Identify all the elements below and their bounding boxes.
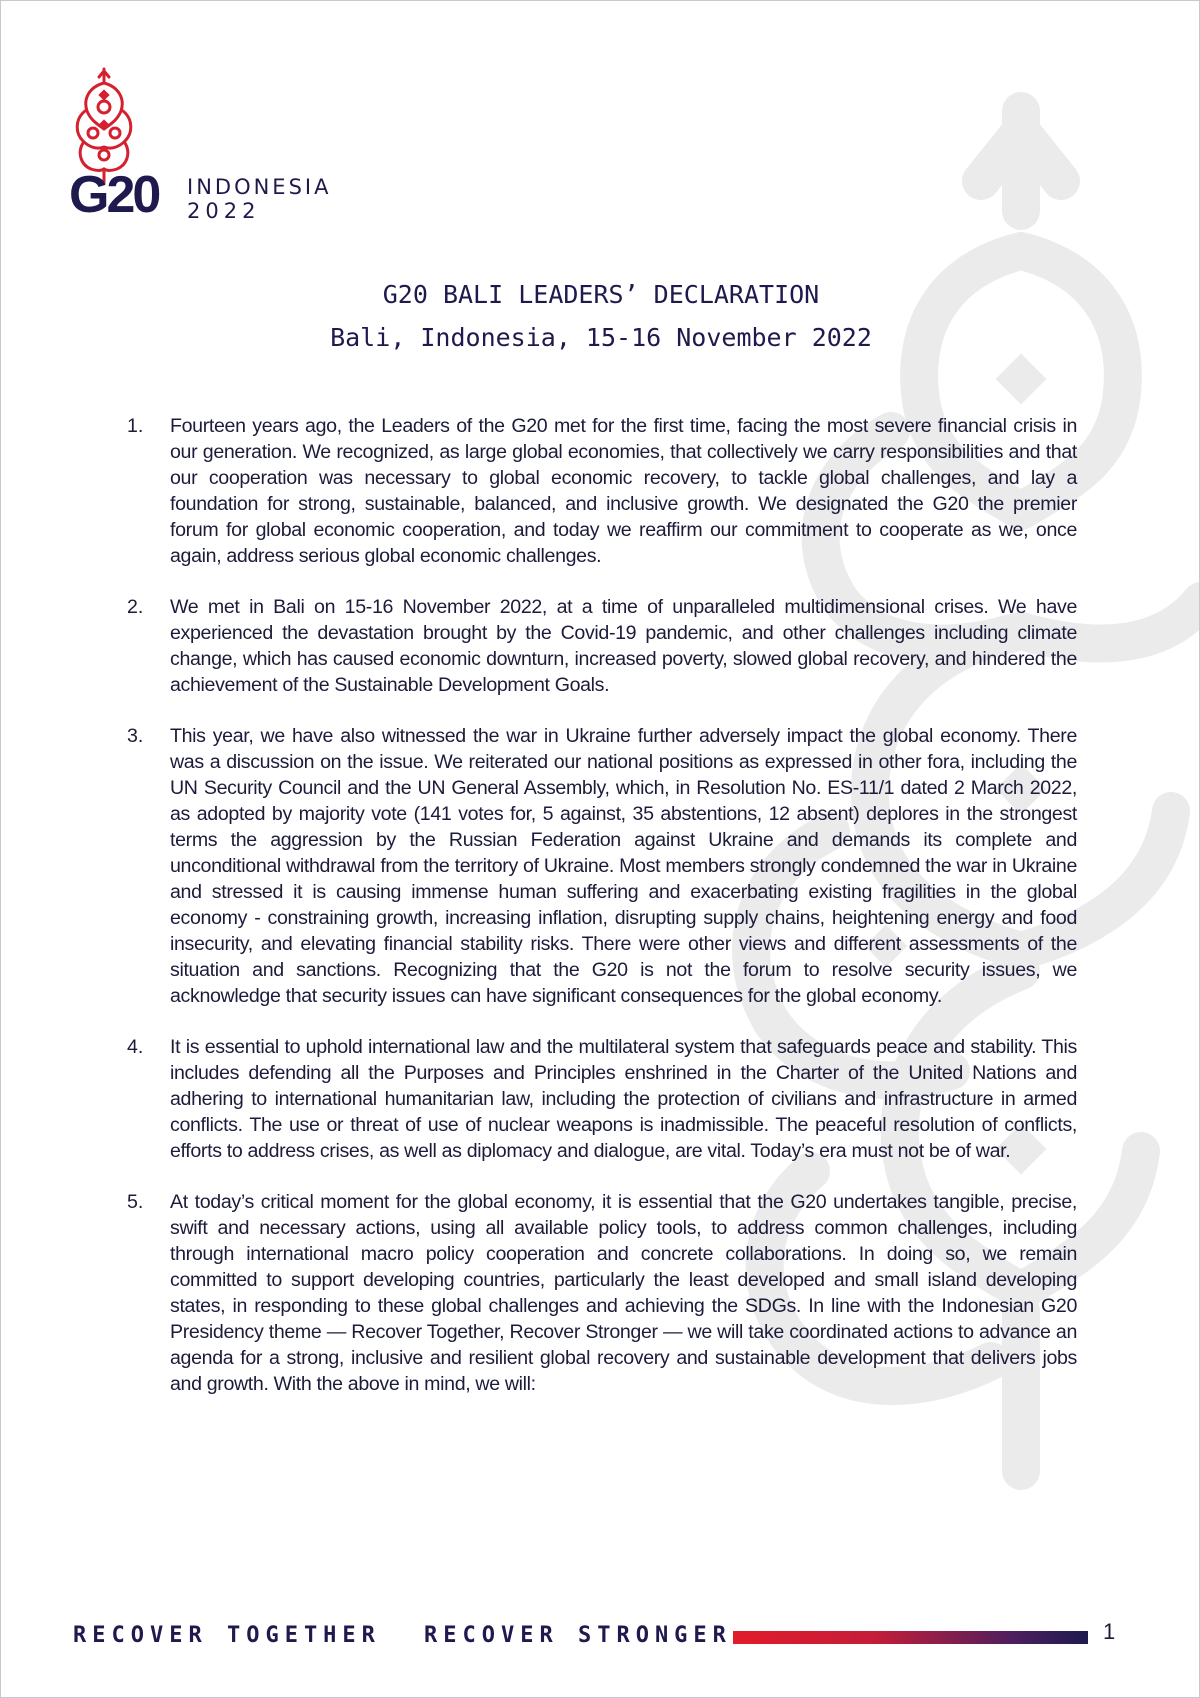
paragraph-item	[127, 1034, 1077, 1164]
logo-g20-mark: G20	[69, 166, 159, 224]
logo-year: 2022	[187, 199, 261, 223]
paragraph-item	[127, 413, 1077, 569]
paragraph-text: We met in Bali on 15-16 November 2022, at a time of unparalleled multidimensional crises. We have experienced the devastation brought by the Covid-19 pandemic, and other challenges including climate change, which has caused economic downturn, increased poverty, slowed global recovery, and hindered the achievement of the Sustainable Development Goals.	[170, 596, 1077, 696]
title-heading: G20 BALI LEADERS’ DECLARATION	[382, 280, 820, 309]
paragraph-item	[127, 594, 1077, 698]
paragraph-number: 4.	[127, 1036, 144, 1058]
logo-country: INDONESIA	[187, 175, 332, 199]
footer-gradient-bar	[733, 1631, 1088, 1644]
page-number: 1	[1103, 1619, 1116, 1644]
paragraph-number: 5.	[127, 1191, 144, 1213]
footer-slogan-together: RECOVER TOGETHER	[73, 1623, 381, 1648]
paragraph-number: 1.	[127, 415, 144, 437]
paragraph-text: At today’s critical moment for the global economy, it is essential that the G20 undertakes tangible, precise, swift and necessary actions, using all available policy tools, to address common challenges, including through international macro policy cooperation and concrete collaborations. In doing so, we remain committed to support developing countries, particularly the least developed and small island developing states, in responding to these global challenges and achieving the SDGs. In line with the Indonesian G20 Presidency theme — Recover Together, Recover Stronger — we will take coordinated actions to advance an agenda for a strong, inclusive and resilient global recovery and sustainable development that delivers jobs and growth. With the above in mind, we will:	[170, 1191, 1077, 1395]
title-subheading: Bali, Indonesia, 15-16 November 2022	[330, 323, 872, 352]
paragraph-text: This year, we have also witnessed the war in Ukraine further adversely impact the global economy. There was a discussion on the issue. We reiterated our national positions as expressed in other fora, including the UN Security Council and the UN General Assembly, which, in Resolution No. ES-11/1 dated 2 March 2022, as adopted by majority vote (141 votes for, 5 against, 35 abstentions, 12 absent) deplores in the strongest terms the aggression by the Russian Federation against Ukraine and demands its complete and unconditional withdrawal from the territory of Ukraine. Most members strongly condemned the war in Ukraine and stressed it is causing immense human suffering and exacerbating existing fragilities in the global economy - constraining growth, increasing inflation, disrupting supply chains, heightening energy and food insecurity, and elevating financial stability risks. There were other views and different assessments of the situation and sanctions. Recognizing that the G20 is not the forum to resolve security issues, we acknowledge that security issues can have significant consequences for the global economy.	[170, 725, 1077, 1007]
footer-slogan-stronger: RECOVER STRONGER	[424, 1623, 732, 1648]
paragraph-number: 2.	[127, 596, 144, 618]
g20-indonesia-logo	[69, 65, 359, 225]
paragraph-text: It is essential to uphold international law and the multilateral system that safeguards peace and stability. This includes defending all the Purposes and Principles enshrined in the Charter of the United Nations and adhering to international humanitarian law, including the protection of civilians and infrastructure in armed conflicts. The use or threat of use of nuclear weapons is inadmissible. The peaceful resolution of conflicts, efforts to address crises, as well as diplomacy and dialogue, are vital. Today’s era must not be of war.	[170, 1036, 1077, 1162]
paragraph-text: Fourteen years ago, the Leaders of the G20 met for the first time, facing the most severe financial crisis in our generation. We recognized, as large global economies, that collectively we carry responsibilities and that our cooperation was necessary to global economic recovery, to tackle global challenges, and lay a foundation for strong, sustainable, balanced, and inclusive growth. We designated the G20 the premier forum for global economic cooperation, and today we reaffirm our commitment to cooperate as we, once again, address serious global economic challenges.	[170, 415, 1077, 567]
paragraph-number: 3.	[127, 725, 144, 747]
paragraph-item	[127, 1189, 1077, 1397]
paragraph-item	[127, 723, 1077, 1009]
document-title	[1, 273, 1200, 359]
page-footer	[1, 1617, 1200, 1657]
declaration-paragraphs	[127, 413, 1077, 1422]
